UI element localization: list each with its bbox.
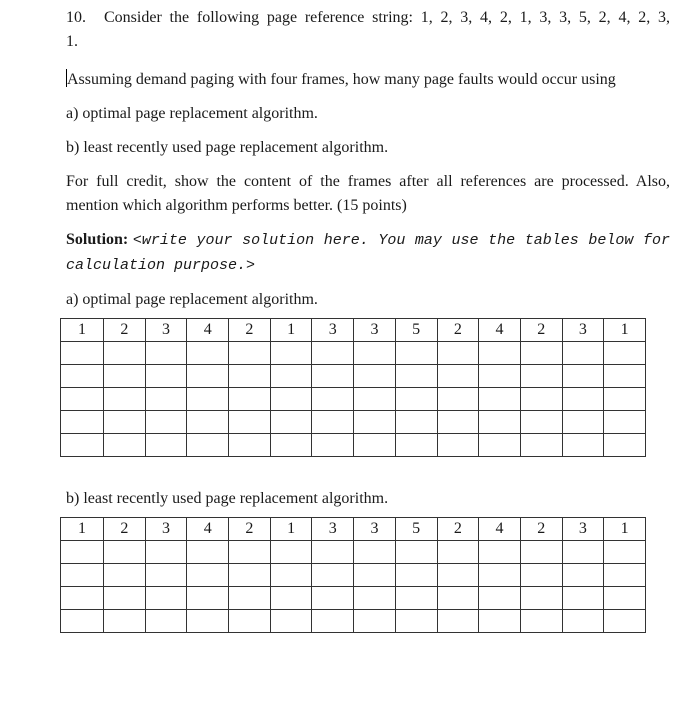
- frame-cell[interactable]: [354, 365, 396, 388]
- frame-cell[interactable]: [479, 411, 521, 434]
- frame-cell[interactable]: [270, 388, 312, 411]
- frame-cell[interactable]: [479, 564, 521, 587]
- frame-row: [61, 411, 646, 434]
- reference-cell: 4: [187, 319, 229, 342]
- frame-cell[interactable]: [520, 541, 562, 564]
- reference-cell: 5: [395, 518, 437, 541]
- reference-cell: 2: [104, 319, 146, 342]
- frame-cell[interactable]: [604, 388, 646, 411]
- frame-cell[interactable]: [187, 541, 229, 564]
- frame-cell[interactable]: [562, 610, 604, 633]
- reference-cell: 2: [437, 518, 479, 541]
- reference-cell: 1: [61, 319, 104, 342]
- frame-cell[interactable]: [270, 610, 312, 633]
- frame-cell[interactable]: [604, 541, 646, 564]
- frame-cell[interactable]: [562, 564, 604, 587]
- frame-cell[interactable]: [145, 434, 187, 457]
- frame-cell[interactable]: [520, 342, 562, 365]
- frame-cell[interactable]: [145, 388, 187, 411]
- reference-cell: 3: [312, 319, 354, 342]
- frame-cell[interactable]: [312, 587, 354, 610]
- reference-cell: 2: [229, 319, 271, 342]
- frame-cell[interactable]: [354, 610, 396, 633]
- frame-cell[interactable]: [61, 587, 104, 610]
- frame-cell[interactable]: [562, 411, 604, 434]
- frame-cell[interactable]: [229, 388, 271, 411]
- table-b-reference-row: [61, 518, 646, 541]
- reference-cell: 3: [354, 319, 396, 342]
- frame-cell[interactable]: [520, 610, 562, 633]
- frame-cell[interactable]: [520, 434, 562, 457]
- reference-cell: 2: [437, 319, 479, 342]
- frame-cell[interactable]: [145, 411, 187, 434]
- frame-cell[interactable]: [61, 564, 104, 587]
- reference-cell: 4: [187, 518, 229, 541]
- reference-cell: 2: [520, 518, 562, 541]
- frame-cell[interactable]: [520, 564, 562, 587]
- question-text: Consider the following page reference string: 1, 2, 3, 4, 2, 1, 3, 3, 5, 2, 4, 2, 3,: [104, 9, 670, 26]
- frame-cell[interactable]: [395, 564, 437, 587]
- frame-cell[interactable]: [229, 564, 271, 587]
- frame-cell[interactable]: [61, 388, 104, 411]
- frame-row: [61, 587, 646, 610]
- frame-cell[interactable]: [229, 434, 271, 457]
- table-b-title: b) least recently used page replacement algorithm.: [66, 490, 389, 507]
- frame-cell[interactable]: [312, 388, 354, 411]
- frame-cell[interactable]: [395, 541, 437, 564]
- frame-cell[interactable]: [479, 541, 521, 564]
- reference-cell: 2: [104, 518, 146, 541]
- frame-cell[interactable]: [562, 365, 604, 388]
- frame-cell[interactable]: [395, 342, 437, 365]
- frame-cell[interactable]: [187, 388, 229, 411]
- reference-cell: 1: [270, 518, 312, 541]
- frame-cell[interactable]: [437, 365, 479, 388]
- reference-cell: 4: [479, 319, 521, 342]
- frame-row: [61, 541, 646, 564]
- reference-cell: 3: [312, 518, 354, 541]
- frame-cell[interactable]: [229, 541, 271, 564]
- frame-cell[interactable]: [61, 365, 104, 388]
- frame-cell[interactable]: [354, 564, 396, 587]
- reference-cell: 1: [604, 319, 646, 342]
- frame-cell[interactable]: [312, 434, 354, 457]
- solution-paragraph[interactable]: [66, 228, 670, 278]
- frame-cell[interactable]: [479, 587, 521, 610]
- frame-cell[interactable]: [145, 564, 187, 587]
- frame-cell[interactable]: [437, 587, 479, 610]
- reference-cell: 1: [604, 518, 646, 541]
- frame-row: [61, 564, 646, 587]
- frame-cell[interactable]: [104, 411, 146, 434]
- frame-cell[interactable]: [520, 388, 562, 411]
- optimal-frames-table: [60, 318, 646, 457]
- frame-cell[interactable]: [187, 434, 229, 457]
- frame-cell[interactable]: [312, 411, 354, 434]
- frame-cell[interactable]: [187, 564, 229, 587]
- frame-cell[interactable]: [604, 564, 646, 587]
- frame-cell[interactable]: [61, 610, 104, 633]
- frame-cell[interactable]: [229, 365, 271, 388]
- frame-cell[interactable]: [562, 388, 604, 411]
- frame-cell[interactable]: [395, 365, 437, 388]
- frame-cell[interactable]: [479, 365, 521, 388]
- frame-cell[interactable]: [395, 388, 437, 411]
- frame-cell[interactable]: [437, 564, 479, 587]
- frame-cell[interactable]: [104, 365, 146, 388]
- reference-cell: 1: [61, 518, 104, 541]
- frame-cell[interactable]: [270, 541, 312, 564]
- frame-cell[interactable]: [104, 342, 146, 365]
- frame-cell[interactable]: [354, 411, 396, 434]
- frame-cell[interactable]: [479, 610, 521, 633]
- frame-cell[interactable]: [270, 365, 312, 388]
- frame-cell[interactable]: [187, 587, 229, 610]
- frame-cell[interactable]: [187, 342, 229, 365]
- reference-cell: 2: [520, 319, 562, 342]
- frame-cell[interactable]: [354, 342, 396, 365]
- frame-cell[interactable]: [61, 541, 104, 564]
- frame-cell[interactable]: [437, 388, 479, 411]
- frame-cell[interactable]: [104, 587, 146, 610]
- frame-cell[interactable]: [270, 342, 312, 365]
- frame-cell[interactable]: [479, 434, 521, 457]
- assumption-text: Assuming demand paging with four frames, how many page faults would occur using: [67, 71, 616, 88]
- part-b-label: b) least recently used page replacement algorithm.: [66, 139, 389, 156]
- frame-cell[interactable]: [187, 610, 229, 633]
- table-a-title: a) optimal page replacement algorithm.: [66, 291, 318, 308]
- frame-cell[interactable]: [145, 587, 187, 610]
- frame-row: [61, 434, 646, 457]
- reference-cell: 3: [145, 518, 187, 541]
- frame-cell[interactable]: [229, 342, 271, 365]
- frame-cell[interactable]: [312, 610, 354, 633]
- frame-cell[interactable]: [562, 541, 604, 564]
- reference-cell: 4: [479, 518, 521, 541]
- frame-cell[interactable]: [395, 434, 437, 457]
- frame-cell[interactable]: [187, 411, 229, 434]
- document-body: [66, 6, 670, 633]
- instructions-paragraph: For full credit, show the content of the frames after all references are processed. Also, mention which algorithm performs better. (15 points): [66, 173, 670, 214]
- frame-cell[interactable]: [104, 388, 146, 411]
- frame-cell[interactable]: [395, 411, 437, 434]
- question-number: 10.: [66, 9, 86, 26]
- frame-cell[interactable]: [61, 342, 104, 365]
- frame-cell[interactable]: [437, 411, 479, 434]
- frame-row: [61, 342, 646, 365]
- solution-label: Solution:: [66, 231, 129, 248]
- reference-cell: 2: [229, 518, 271, 541]
- frame-cell[interactable]: [604, 434, 646, 457]
- frame-cell[interactable]: [312, 564, 354, 587]
- lru-frames-table: [60, 517, 646, 633]
- reference-cell: 1: [270, 319, 312, 342]
- frame-cell[interactable]: [354, 388, 396, 411]
- frame-row: [61, 388, 646, 411]
- frame-cell[interactable]: [437, 342, 479, 365]
- frame-cell[interactable]: [354, 541, 396, 564]
- frame-cell[interactable]: [604, 342, 646, 365]
- reference-cell: 3: [562, 319, 604, 342]
- frame-cell[interactable]: [61, 434, 104, 457]
- frame-cell[interactable]: [270, 434, 312, 457]
- reference-cell: 3: [562, 518, 604, 541]
- reference-cell: 3: [145, 319, 187, 342]
- frame-cell[interactable]: [604, 587, 646, 610]
- frame-cell[interactable]: [312, 365, 354, 388]
- frame-cell[interactable]: [437, 610, 479, 633]
- frame-cell[interactable]: [479, 388, 521, 411]
- frame-cell[interactable]: [229, 587, 271, 610]
- frame-cell[interactable]: [312, 342, 354, 365]
- frame-cell[interactable]: [562, 342, 604, 365]
- frame-cell[interactable]: [520, 365, 562, 388]
- frame-cell[interactable]: [395, 587, 437, 610]
- frame-cell[interactable]: [61, 411, 104, 434]
- frame-cell[interactable]: [145, 610, 187, 633]
- frame-cell[interactable]: [604, 610, 646, 633]
- frame-cell[interactable]: [104, 610, 146, 633]
- question-line-1: [66, 6, 670, 30]
- frame-cell[interactable]: [187, 365, 229, 388]
- frame-cell[interactable]: [229, 610, 271, 633]
- frame-cell[interactable]: [354, 434, 396, 457]
- frame-row: [61, 365, 646, 388]
- frame-cell[interactable]: [145, 342, 187, 365]
- frame-cell[interactable]: [437, 434, 479, 457]
- frame-cell[interactable]: [520, 587, 562, 610]
- frame-cell[interactable]: [145, 541, 187, 564]
- frame-cell[interactable]: [104, 541, 146, 564]
- frame-cell[interactable]: [354, 587, 396, 610]
- question-line-2: 1.: [66, 33, 78, 50]
- frame-row: [61, 610, 646, 633]
- frame-cell[interactable]: [270, 564, 312, 587]
- frame-cell[interactable]: [145, 365, 187, 388]
- frame-cell[interactable]: [437, 541, 479, 564]
- frame-cell[interactable]: [104, 564, 146, 587]
- assumption-paragraph[interactable]: [66, 68, 670, 92]
- frame-cell[interactable]: [104, 434, 146, 457]
- part-a-label: a) optimal page replacement algorithm.: [66, 105, 318, 122]
- frame-cell[interactable]: [270, 411, 312, 434]
- frame-cell[interactable]: [395, 610, 437, 633]
- frame-cell[interactable]: [479, 342, 521, 365]
- frame-cell[interactable]: [604, 365, 646, 388]
- solution-placeholder[interactable]: <write your solution here. You may use the tables below for calculation purpose.>: [66, 232, 670, 274]
- frame-cell[interactable]: [229, 411, 271, 434]
- frame-cell[interactable]: [312, 541, 354, 564]
- frame-cell[interactable]: [604, 411, 646, 434]
- frame-cell[interactable]: [270, 587, 312, 610]
- table-a-reference-row: [61, 319, 646, 342]
- reference-cell: 5: [395, 319, 437, 342]
- frame-cell[interactable]: [562, 434, 604, 457]
- reference-cell: 3: [354, 518, 396, 541]
- frame-cell[interactable]: [520, 411, 562, 434]
- frame-cell[interactable]: [562, 587, 604, 610]
